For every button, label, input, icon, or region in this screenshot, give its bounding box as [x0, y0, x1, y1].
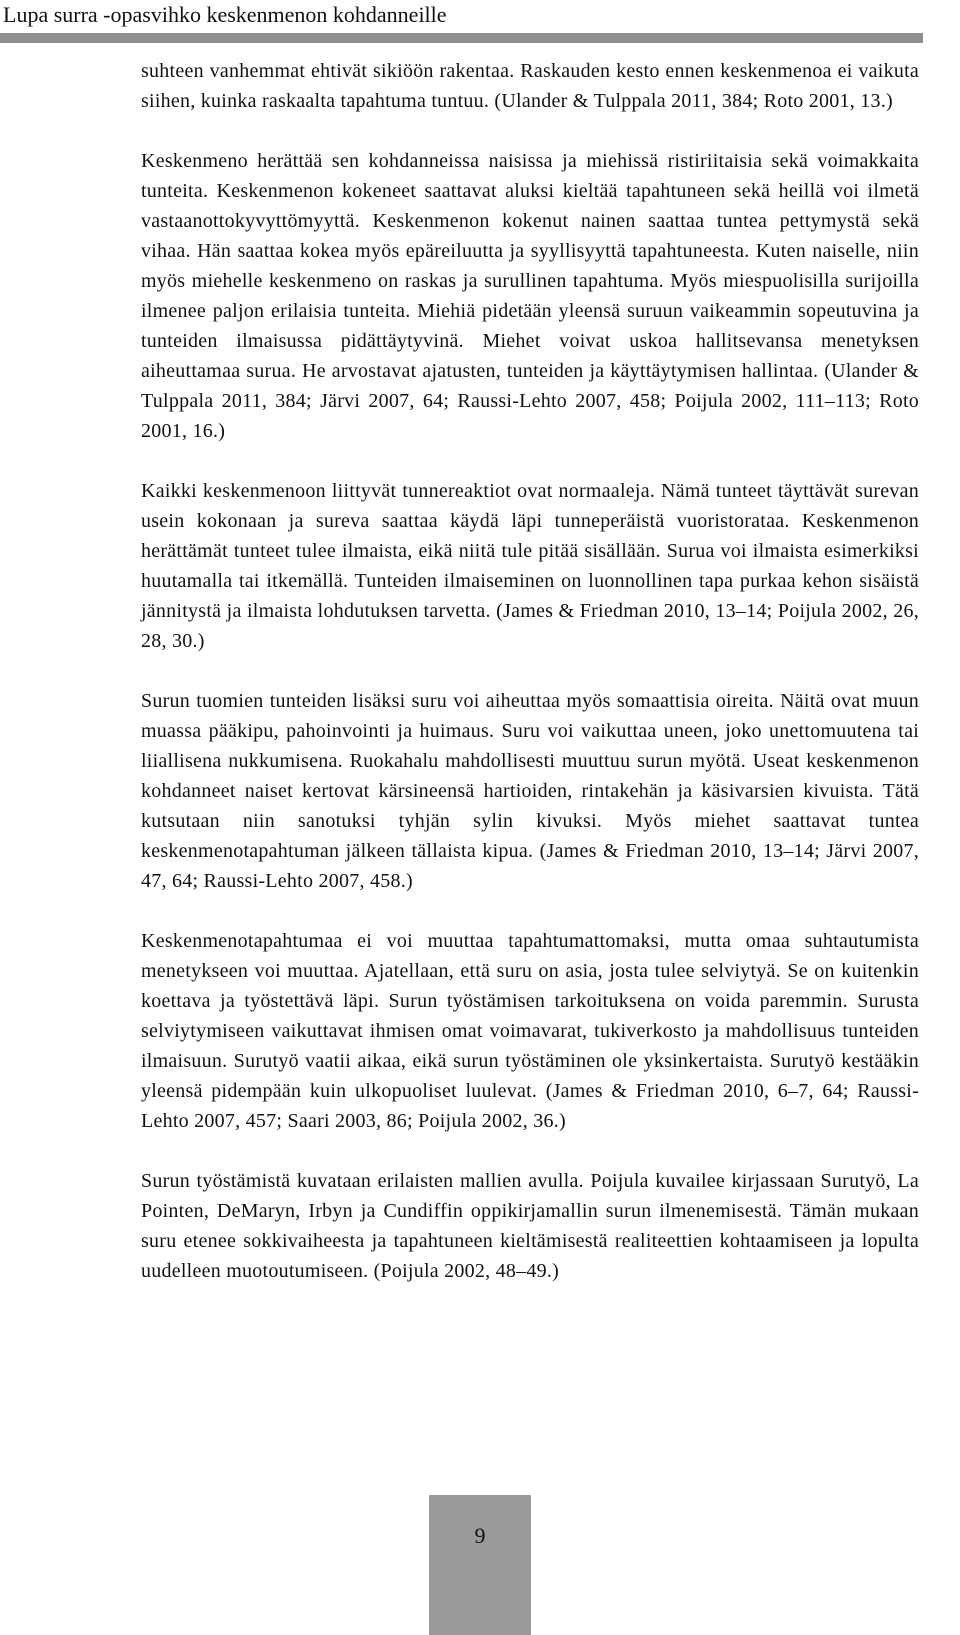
header-title: Lupa surra -opasvihko keskenmenon kohdanneille [3, 2, 447, 27]
page-number: 9 [474, 1523, 486, 1548]
document-body [141, 56, 919, 1316]
paragraph: suhteen vanhemmat ehtivät sikiöön rakentaa. Raskauden kesto ennen keskenmenoa ei vaikuta siihen, kuinka raskaalta tapahtuma tuntuu. (Ulander & Tulppala 2011, 384; Roto 2001, 13.) [141, 60, 919, 112]
paragraph: Keskenmeno herättää sen kohdanneissa naisissa ja miehissä ristiriitaisia sekä voimakkaita tunteita. Keskenmenon kokeneet saattavat aluksi kieltää tapahtuneen sekä heillä voi ilmetä vastaanottokyvyttömyyttä. Keskenmenon kokenut nainen saattaa tuntea pettymystä sekä vihaa. Hän saattaa kokea myös epäreiluutta ja syyllisyyttä tapahtuneesta. Kuten naiselle, niin myös miehelle keskenmeno on raskas ja surullinen tapahtuma. Myös miespuolisilla surijoilla ilmenee paljon erilaisia tunteita. Miehiä pidetään yleensä suruun vaikeammin sopeutuvina ja tunteiden ilmaisussa pidättäytyvinä. Miehet voivat uskoa hallitsevansa menetyksen aiheuttamaa surua. He arvostavat ajatusten, tunteiden ja käyttäytymisen hallintaa. (Ulander & Tulppala 2011, 384; Järvi 2007, 64; Raussi-Lehto 2007, 458; Poijula 2002, 111–113; Roto 2001, 16.) [141, 150, 919, 442]
header-rule [0, 33, 923, 43]
paragraph: Surun työstämistä kuvataan erilaisten mallien avulla. Poijula kuvailee kirjassaan Surutyö, La Pointen, DeMaryn, Irbyn ja Cundiffin oppikirjamallin surun ilmenemisestä. Tämän mukaan suru etenee sokkivaiheesta ja tapahtuneen kieltämisestä realiteettien kohtaamiseen ja lopulta uudelleen muotoutumiseen. (Poijula 2002, 48–49.) [141, 1170, 919, 1282]
paragraph: Keskenmenotapahtumaa ei voi muuttaa tapahtumattomaksi, mutta omaa suhtautumista menetykseen voi muuttaa. Ajatellaan, että suru on asia, josta tulee selviytyä. Se on kuitenkin koettava ja työstettävä läpi. Surun työstämisen tarkoituksena on voida paremmin. Surusta selviytymiseen vaikuttavat ihmisen omat voimavarat, tukiverkosto ja mahdollisuus tunteiden ilmaisuun. Surutyö vaatii aikaa, eikä surun työstäminen ole yksinkertaista. Surutyö kestääkin yleensä pidempään kuin ulkopuoliset luulevat. (James & Friedman 2010, 6–7, 64; Raussi-Lehto 2007, 457; Saari 2003, 86; Poijula 2002, 36.) [141, 930, 919, 1132]
page-number-box [429, 1495, 531, 1635]
paragraph: Kaikki keskenmenoon liittyvät tunnereaktiot ovat normaaleja. Nämä tunteet täyttävät surevan usein kokonaan ja sureva saattaa käydä läpi tunneperäistä vuoristorataa. Keskenmenon herättämät tunteet tulee ilmaista, eikä niitä tule pitää sisällään. Surua voi ilmaista esimerkiksi huutamalla tai itkemällä. Tunteiden ilmaiseminen on luonnollinen tapa purkaa kehon sisäistä jännitystä ja ilmaista lohdutuksen tarvetta. (James & Friedman 2010, 13–14; Poijula 2002, 26, 28, 30.) [141, 480, 919, 652]
running-header [0, 0, 960, 46]
paragraph: Surun tuomien tunteiden lisäksi suru voi aiheuttaa myös somaattisia oireita. Näitä ovat muun muassa pääkipu, pahoinvointi ja huimaus. Suru voi vaikuttaa uneen, joko unettomuutena tai liiallisena nukkumisena. Ruokahalu mahdollisesti muuttuu surun myötä. Useat keskenmenon kohdanneet naiset kertovat kärsineensä hartioiden, rintakehän ja käsivarsien kivuista. Tätä kutsutaan niin sanotuksi tyhjän sylin kivuksi. Myös miehet saattavat tuntea keskenmenotapahtuman jälkeen tällaista kipua. (James & Friedman 2010, 13–14; Järvi 2007, 47, 64; Raussi-Lehto 2007, 458.) [141, 690, 919, 892]
